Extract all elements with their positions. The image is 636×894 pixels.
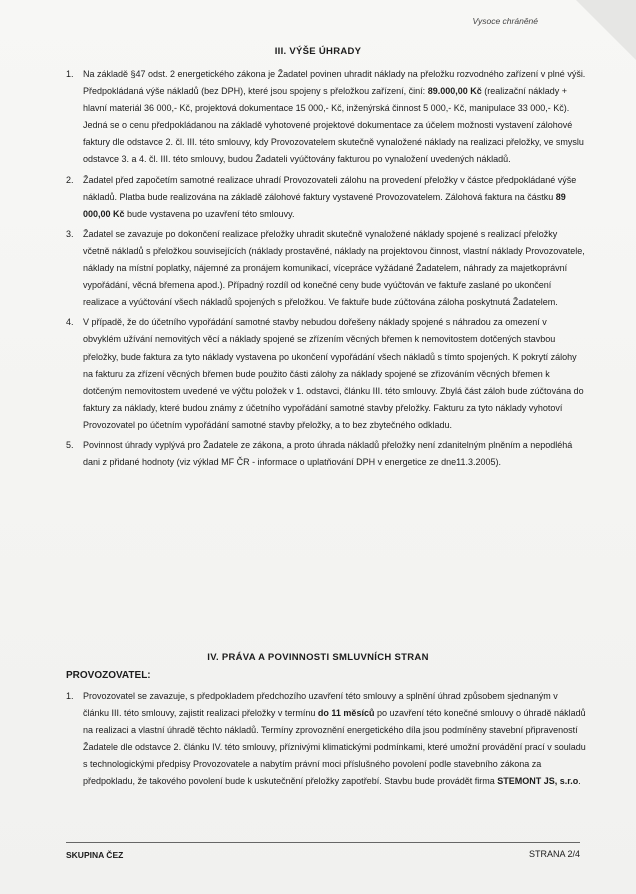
page-number: STRANA 2/4 bbox=[528, 849, 580, 859]
classification-label: Vysoce chráněné bbox=[472, 16, 538, 26]
section-4-item-1: 1. Provozovatel se zavazuje, s předpokladem předchozího uzavření této smlouvy a splnění úhrad způsobem sjednaným v článku III. této smlouvy, zajistit realizaci přeložky v termínu do 11 měsíců po uzavření této konečné smlouvy o úhradě nákladů na realizaci a vlastní úhradě těchto nákladů. Termíny zprovoznění energetického díla jsou podmíněny stavební připraveností Žadatele dle odstavce 2. článku IV. této smlouvy, příznivými klimatickými podmínkami, které umožní provádění prací v souladu s technologickými předpisy Provozovatele a nabytím právní moci příslušného povolení podle stavebního zákona za předpokladu, že takového povolení bude k uskutečnění přeložky zapotřebí. Stavbu bude provádět firma STEMONT JS, s.r.o. bbox=[66, 691, 586, 787]
section-3-item-2: 2. Žadatel před započetím samotné realizace uhradí Provozovateli zálohu na provedení přeložky v částce předpokládané výše nákladů. Platba bude realizována na základě zálohové faktury vystavené Provozovatelem. Zálohová faktura na částku 89 000,00 Kč bude vystavena po uzavření této smlouvy. bbox=[66, 174, 577, 219]
section-3-item-4: 4. V případě, že do účetního vypořádání samotné stavby nebudou dořešeny náklady spojené s náhradou za omezení v obvyklém užívání nemovitých věcí a náklady spojené se zřízením věcných břemen k nemovitostem dotčených stavbou přeložky, bude faktura za tyto náklady vystavena po ukončení vypořádání všech nákladů s tímto spojených. K pokrytí zálohy na fakturu za zřízení věcných břemen bude použito části zálohy za náklady spojené se zřizováním věcných břemen k dotčeným nemovitostem uvedené ve výčtu položek v 1. odstavci, článku III. této smlouvy. Zbylá část záloh bude zúčtována do faktury za náklady, které budou známy z účetního vypořádání samotné stavby přeložky. Fakturu za tyto náklady vyhotoví Provozovatel po účetním vypořádání samotné stavby přeložky, a to bez zbytečného odkladu. bbox=[66, 317, 584, 430]
footer-company: SKUPINA ČEZ bbox=[66, 850, 124, 860]
section-3-item-3: 3. Žadatel se zavazuje po dokončení realizace přeložky uhradit skutečně vynaložené náklady spojené s realizací přeložky včetně nákladů s přeložkou souvisejících (náklady prostavěné, náklady na projektovou činnost, vlastní náklady Provozovatele, náklady na místní poplatky, nájemné za pronájem komunikací, vícepráce vyžádané Žadatelem, náhrady za majetkoprávní vypořádání, věcná břemena apod.). Případný rozdíl od konečné ceny bude vyúčtován ve faktuře zaslané po ukončení realizace a vyúčtování všech nákladů spojených s přeložkou. Ve faktuře bude zúčtována záloha poskytnutá Žadatelem. bbox=[66, 228, 585, 308]
section-4-title: IV. PRÁVA A POVINNOSTI SMLUVNÍCH STRAN bbox=[207, 652, 429, 663]
section-3-item-1: 1. Na základě §47 odst. 2 energetického zákona je Žadatel povinen uhradit náklady na přeložku rozvodného zařízení v plné výši. Předpokládaná výše nákladů (bez DPH), které jsou spojeny s přeložkou zařízení, činí: 89.000,00 Kč (realizační náklady + hlavní materiál 36 000,- Kč, projektová dokumentace 15 000,- Kč, inženýrská činnost 5 000,- Kč, manipulace 33 000,- Kč). Jedná se o cenu předpokládanou na základě vyhotovené projektové dokumentace za účelem možnosti vystavení zálohové faktury dle odstavce 2. čl. III. této smlouvy, kdy Provozovatelem skutečně vynaložené náklady na realizaci přeložky, ve smyslu odstavce 3. a 4. čl. III. této smlouvy, budou Žadateli vyúčtovány fakturou po vynaložení uvedených nákladů. bbox=[66, 69, 586, 165]
section-3-title: III. VÝŠE ÚHRADY bbox=[274, 46, 362, 57]
footer-divider bbox=[66, 842, 580, 843]
section-4-list bbox=[66, 688, 586, 791]
section-3-item-5: 5. Povinnost úhrady vyplývá pro Žadatele ze zákona, a proto úhrada nákladů přeložky není zdanitelným plněním a nepodléhá dani z přidané hodnoty (viz výklad MF ČR - informace o uplatňování DPH v energetice ze dne11.3.2005). bbox=[66, 439, 573, 468]
party-heading: PROVOZOVATEL: bbox=[66, 670, 151, 681]
section-3-list bbox=[66, 66, 586, 471]
